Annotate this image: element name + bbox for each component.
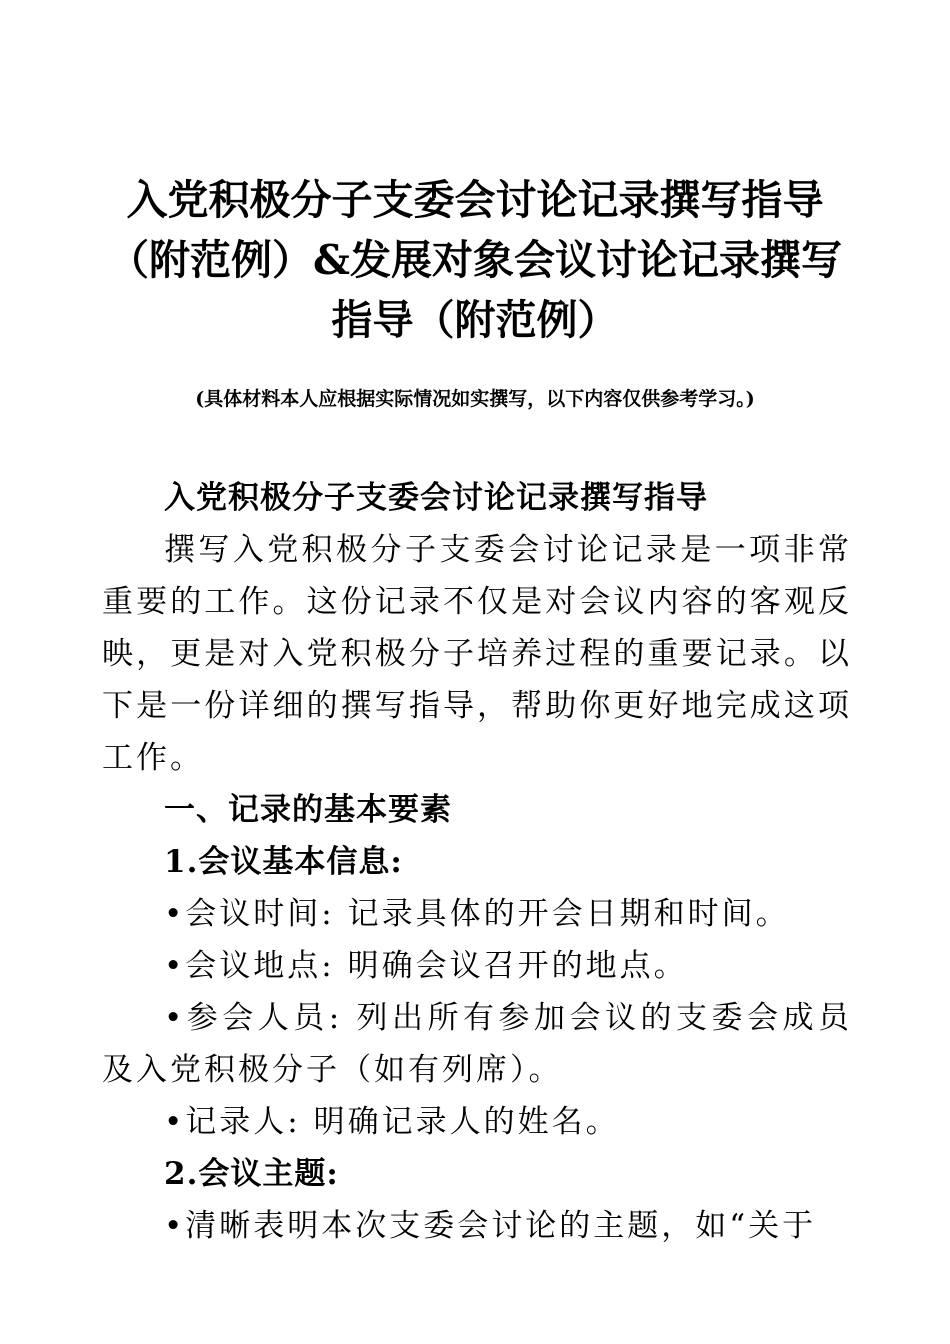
section-title: 入党积极分子支委会讨论记录撰写指导 (164, 480, 708, 516)
reference-note: (具体材料本人应根据实际情况如实撰写，以下内容仅供参考学习。) (195, 388, 755, 410)
bullet-meeting-location: •会议地点: 明确会议召开的地点。 (164, 948, 688, 984)
subheading-meeting-info: 1.会议基本信息: (164, 844, 403, 880)
subheading-meeting-topic: 2.会议主题: (164, 1156, 339, 1192)
heading-basic-elements: 一、记录的基本要素 (164, 792, 452, 828)
document-title (95, 170, 855, 350)
title-line-2: （附范例）&发展对象会议讨论记录撰写 (107, 236, 842, 284)
bullet-topic: •清晰表明本次支委会讨论的主题，如“关于 (164, 1208, 817, 1244)
bullet-attendees: •参会人员: 列出所有参加会议的支委会成员及入党积极分子（如有列席）。 (102, 1000, 852, 1088)
title-line-3: 指导（附范例） (331, 296, 619, 344)
bullet-recorder: •记录人: 明确记录人的姓名。 (164, 1104, 620, 1140)
intro-paragraph: 撰写入党积极分子支委会讨论记录是一项非常重要的工作。这份记录不仅是对会议内容的客观反映，更是对入党积极分子培养过程的重要记录。以下是一份详细的撰写指导，帮助你更好地完成这项工作。 (102, 532, 852, 776)
title-line-1: 入党积极分子支委会讨论记录撰写指导 (126, 176, 824, 224)
bullet-meeting-time: •会议时间: 记录具体的开会日期和时间。 (164, 896, 790, 932)
document-body (102, 472, 852, 1252)
